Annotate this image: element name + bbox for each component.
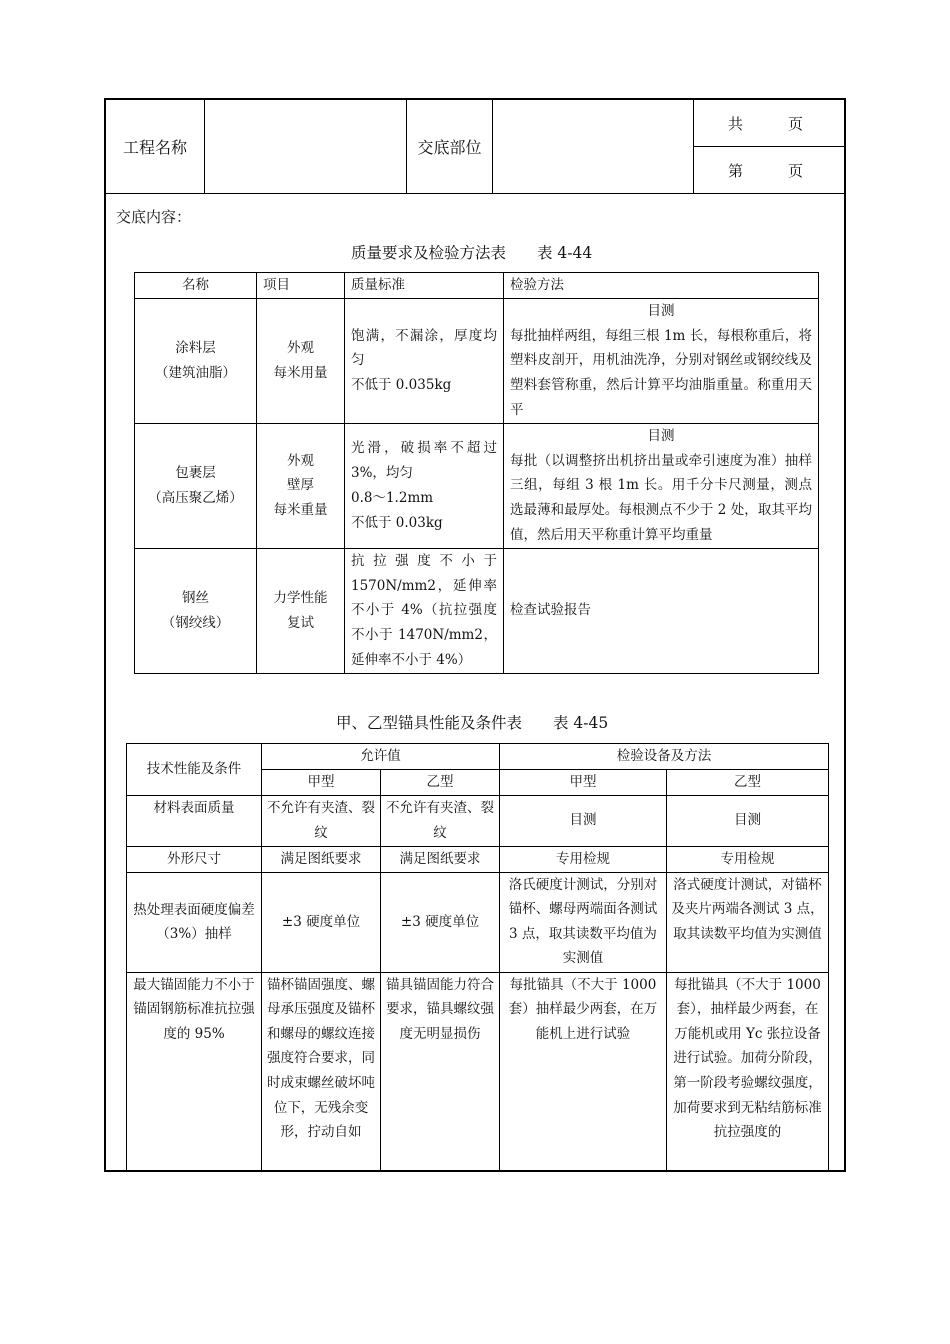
table-row (135, 423, 819, 548)
table-4-44-title: 质量要求及检验方法表 表 4-44 (351, 244, 593, 262)
header-item: 项目 (257, 273, 345, 299)
header-name: 名称 (135, 273, 257, 299)
row-yi-check: 每批锚具（不大于 1000 套），抽样最少两套，在万能机或用 Yc 张拉设备进行试验。加荷分阶段，第一阶段考验螺纹强度，加荷要求到无粘结筋标准抗拉强度的 (667, 972, 829, 1171)
row-item: 外观 每米用量 (257, 298, 345, 423)
header-jia-check: 甲型 (500, 770, 667, 796)
row-standard: 抗拉强度不小于 1570N/mm2，延伸率不小于 4%（抗拉强度不小于 1470N/mm2，延伸率不小于 4%） (345, 548, 504, 673)
row-jia-allow: 不允许有夹渣、裂纹 (262, 795, 381, 846)
header-check: 检验设备及方法 (500, 744, 829, 770)
row-jia-check: 每批锚具（不大于 1000 套）抽样最少两套，在万能机上进行试验 (500, 972, 667, 1171)
table-row (127, 872, 829, 972)
row-name: 钢丝 （钢绞线） (135, 548, 257, 673)
row-jia-check: 专用检规 (500, 846, 667, 872)
row-method: 目测 每批抽样两组，每组三根 1m 长，每根称重后，将塑料皮剖开，用机油洗净，分别对钢丝或钢绞线及塑料套管称重，然后计算平均油脂重量。称重用天平 (504, 298, 819, 423)
table-header-row (127, 744, 829, 770)
header-yi-allow: 乙型 (381, 770, 500, 796)
handover-content-label: 交底内容： (116, 208, 192, 226)
row-condition: 热处理表面硬度偏差（3%）抽样 (127, 872, 262, 972)
row-condition: 材料表面质量 (127, 795, 262, 846)
table-row (135, 548, 819, 673)
row-yi-allow: ±3 硬度单位 (381, 872, 500, 972)
table-4-45 (126, 743, 829, 1172)
row-jia-allow: ±3 硬度单位 (262, 872, 381, 972)
row-method: 检查试验报告 (504, 548, 819, 673)
table-row (135, 298, 819, 423)
row-yi-allow: 锚具锚固能力符合要求，锚具螺纹强度无明显损伤 (381, 972, 500, 1171)
header-jia-allow: 甲型 (262, 770, 381, 796)
header-yi-check: 乙型 (667, 770, 829, 796)
handover-part-value[interactable] (493, 100, 694, 193)
project-name-value[interactable] (205, 100, 407, 193)
row-name: 涂料层 （建筑油脂） (135, 298, 257, 423)
document-frame (104, 98, 846, 1172)
header-condition: 技术性能及条件 (127, 744, 262, 796)
table-4-45-title: 甲、乙型锚具性能及条件表 表 4-45 (336, 714, 609, 732)
project-name-label: 工程名称 (106, 100, 205, 193)
row-method: 目测 每批（以调整挤出机挤出量或牵引速度为准）抽样三组，每组 3 根 1m 长。用千分卡尺测量，测点选最薄和最厚处。每根测点不少于 2 处，取其平均值，然后用天平称重计算平均重量 (504, 423, 819, 548)
table-row (127, 795, 829, 846)
row-yi-allow: 满足图纸要求 (381, 846, 500, 872)
header-standard: 质量标准 (345, 273, 504, 299)
row-yi-check: 专用检规 (667, 846, 829, 872)
page-number: 第 页 (728, 161, 804, 180)
row-name: 包裹层 （高压聚乙烯） (135, 423, 257, 548)
row-jia-allow: 满足图纸要求 (262, 846, 381, 872)
row-jia-check: 洛氏硬度计测试，分别对锚杯、螺母两端面各测试 3 点，取其读数平均值为实测值 (500, 872, 667, 972)
row-standard: 光滑，破损率不超过 3%，均匀 0.8～1.2mm 不低于 0.03kg (345, 423, 504, 548)
row-yi-allow: 不允许有夹渣、裂纹 (381, 795, 500, 846)
row-yi-check: 目测 (667, 795, 829, 846)
row-condition: 外形尺寸 (127, 846, 262, 872)
header-allowed: 允许值 (262, 744, 500, 770)
header-method: 检验方法 (504, 273, 819, 299)
total-pages: 共 页 (694, 100, 844, 147)
row-condition: 最大锚固能力不小于锚固钢筋标准抗拉强度的 95% (127, 972, 262, 1171)
row-yi-check: 洛式硬度计测试，对锚杯及夹片两端各测试 3 点，取其读数平均值为实测值 (667, 872, 829, 972)
table-header-row (135, 273, 819, 299)
table-row (127, 846, 829, 872)
row-jia-check: 目测 (500, 795, 667, 846)
row-jia-allow: 锚杯锚固强度、螺母承压强度及锚杯和螺母的螺纹连接强度符合要求，同时成束螺丝破坏吨位下，无残余变形，拧动自如 (262, 972, 381, 1171)
row-standard: 饱满，不漏涂，厚度均匀 不低于 0.035kg (345, 298, 504, 423)
row-item: 力学性能 复试 (257, 548, 345, 673)
table-4-44 (134, 272, 819, 674)
row-item: 外观 壁厚 每米重量 (257, 423, 345, 548)
handover-part-label: 交底部位 (407, 100, 493, 193)
header-row (106, 100, 844, 194)
table-row (127, 972, 829, 1171)
